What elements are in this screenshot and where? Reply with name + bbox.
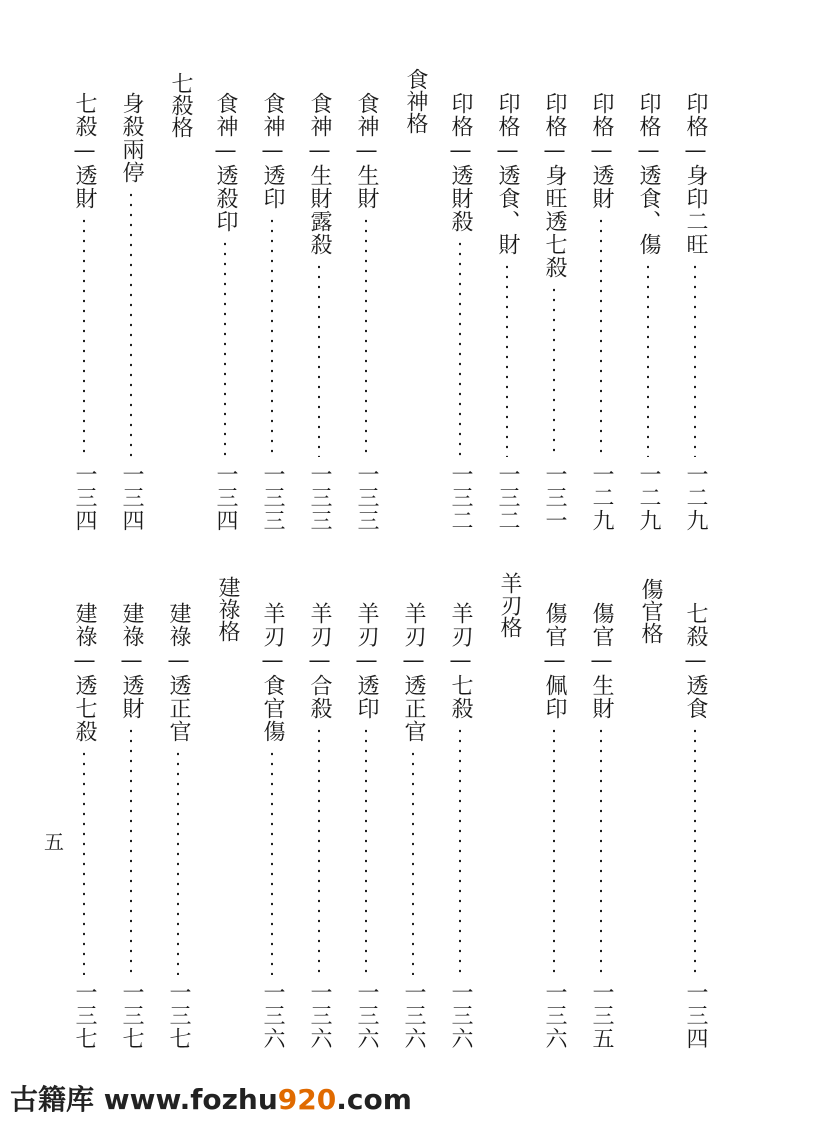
leader-dots [600, 726, 602, 975]
toc-entry [257, 92, 287, 532]
entry-page: 一三七 [166, 981, 191, 1050]
entry-title: 印格—透財殺 [448, 92, 473, 233]
entry-page: 一三四 [683, 981, 708, 1050]
toc-entry [680, 92, 710, 532]
leader-dots [177, 749, 179, 975]
toc-entry [445, 602, 475, 1050]
leader-dots [647, 262, 649, 457]
entry-title: 七殺—透財 [72, 92, 97, 210]
leader-dots [553, 285, 555, 457]
entry-page: 一三四 [213, 463, 238, 532]
entry-title: 印格—透食、傷 [636, 92, 661, 256]
entry-page: 一三六 [354, 981, 379, 1050]
entry-page: 一二九 [683, 463, 708, 532]
entry-page: 一三六 [542, 981, 567, 1050]
leader-dots [83, 749, 85, 975]
leader-dots [694, 726, 696, 975]
watermark-brand: 古籍库 [10, 1083, 95, 1116]
toc-entry [116, 92, 146, 532]
entry-page: 一三三 [260, 463, 285, 532]
entry-title: 羊刃—透印 [354, 602, 379, 720]
toc-entry [680, 602, 710, 1050]
leader-dots [83, 216, 85, 457]
toc-entry [539, 92, 569, 532]
entry-title: 建祿—透七殺 [72, 602, 97, 743]
entry-title: 傷官—生財 [589, 602, 614, 720]
entry-page: 一三一 [542, 463, 567, 532]
watermark [10, 1078, 412, 1118]
page-number: 五 [44, 830, 64, 854]
entry-title: 食神—透印 [260, 92, 285, 210]
entry-page: 一三七 [72, 981, 97, 1050]
entry-page: 一三二 [495, 463, 520, 532]
leader-dots [271, 216, 273, 457]
toc-entry [210, 92, 240, 532]
leader-dots [130, 726, 132, 975]
entry-title: 羊刃—透正官 [401, 602, 426, 743]
leader-dots [130, 190, 132, 457]
entry-title: 羊刃—食官傷 [260, 602, 285, 743]
toc-entry [304, 602, 334, 1050]
leader-dots [553, 726, 555, 975]
leader-dots [365, 216, 367, 457]
toc-entry [539, 602, 569, 1050]
entry-page: 一三二 [448, 463, 473, 532]
entry-title: 建祿—透財 [119, 602, 144, 720]
entry-page: 一三四 [72, 463, 97, 532]
section-heading-shangguan: 傷官格 [638, 578, 663, 644]
leader-dots [412, 749, 414, 975]
entry-title: 食神—透殺印 [213, 92, 238, 233]
leader-dots [459, 726, 461, 975]
toc-entry [586, 92, 616, 532]
leader-dots [600, 216, 602, 457]
entry-title: 身殺兩停 [119, 92, 144, 184]
toc-entry [257, 602, 287, 1050]
entry-page: 一三六 [260, 981, 285, 1050]
section-heading-qisha: 七殺格 [168, 72, 193, 138]
toc-entry [398, 602, 428, 1050]
watermark-url-prefix: www.fozhu [103, 1083, 278, 1116]
entry-page: 一三三 [354, 463, 379, 532]
toc-entry [163, 602, 193, 1050]
entry-page: 一三六 [307, 981, 332, 1050]
entry-page: 一三六 [401, 981, 426, 1050]
entry-title: 印格—身旺透七殺 [542, 92, 567, 279]
entry-title: 羊刃—合殺 [307, 602, 332, 720]
entry-title: 食神—生財 [354, 92, 379, 210]
leader-dots [318, 262, 320, 457]
toc-entry [69, 602, 99, 1050]
entry-page: 一二九 [589, 463, 614, 532]
toc-entry [351, 92, 381, 532]
entry-title: 傷官—佩印 [542, 602, 567, 720]
leader-dots [694, 262, 696, 457]
entry-page: 一三四 [119, 463, 144, 532]
leader-dots [459, 239, 461, 457]
toc-entry [69, 92, 99, 532]
entry-title: 建祿—透正官 [166, 602, 191, 743]
watermark-url-digits: 920 [277, 1083, 337, 1116]
toc-entry [304, 92, 334, 532]
entry-title: 羊刃—七殺 [448, 602, 473, 720]
toc-entry [116, 602, 146, 1050]
leader-dots [224, 239, 226, 457]
section-heading-yangren: 羊刃格 [497, 572, 522, 638]
toc-entry [445, 92, 475, 532]
entry-title: 食神—生財露殺 [307, 92, 332, 256]
watermark-url-suffix: .com [336, 1083, 412, 1116]
section-heading-jianlu: 建祿格 [215, 576, 240, 642]
toc-entry [351, 602, 381, 1050]
entry-page: 一三六 [448, 981, 473, 1050]
entry-page: 一二九 [636, 463, 661, 532]
toc-entry [586, 602, 616, 1050]
section-heading-shishen: 食神格 [403, 68, 428, 134]
leader-dots [506, 262, 508, 457]
entry-page: 一三七 [119, 981, 144, 1050]
entry-title: 七殺—透食 [683, 602, 708, 720]
entry-page: 一三五 [589, 981, 614, 1050]
entry-page: 一三三 [307, 463, 332, 532]
entry-title: 印格—透食、財 [495, 92, 520, 256]
leader-dots [318, 726, 320, 975]
entry-title: 印格—身印二旺 [683, 92, 708, 256]
entry-title: 印格—透財 [589, 92, 614, 210]
leader-dots [365, 726, 367, 975]
leader-dots [271, 749, 273, 975]
toc-entry [492, 92, 522, 532]
toc-entry [633, 92, 663, 532]
